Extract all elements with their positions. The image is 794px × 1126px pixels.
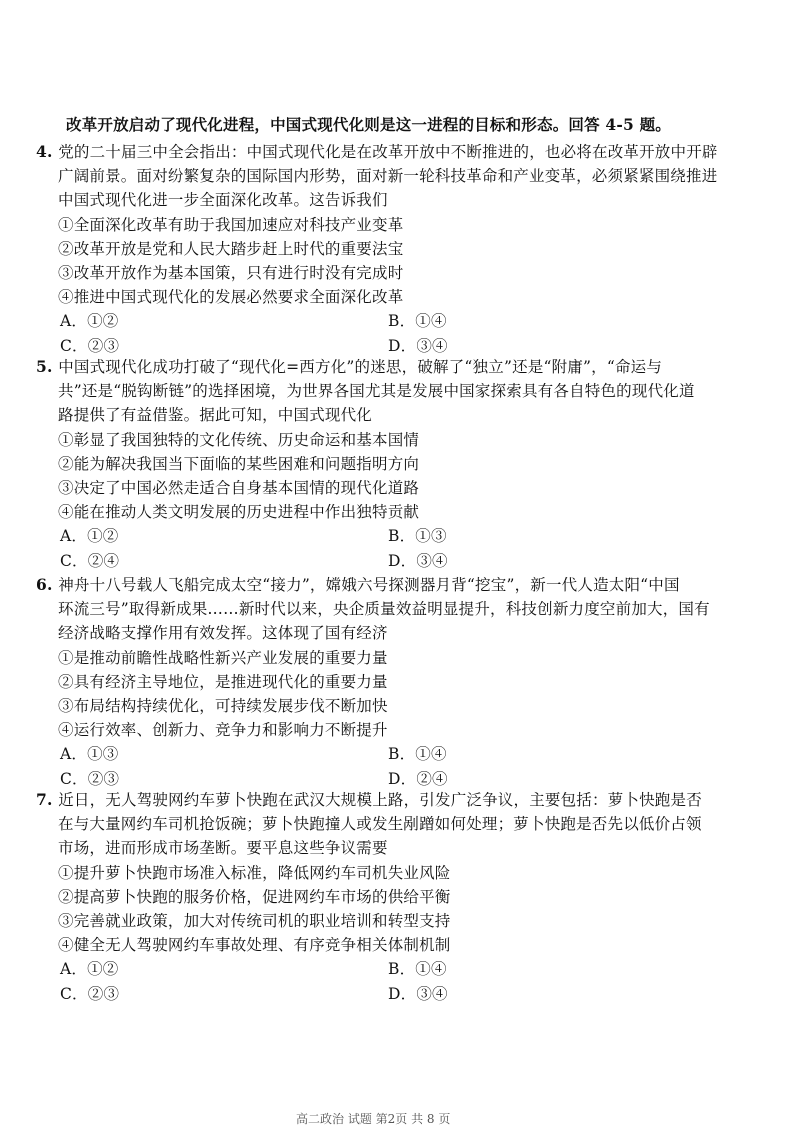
answer-option[interactable]: D．③④ [388,336,448,355]
statement-item: ②改革开放是党和人民大踏步赶上时代的重要法宝 [58,239,404,258]
question-stem-text: 环流三号”取得新成果……新时代以来，央企质量效益明显提升，科技创新力度空前加大，国有 [58,600,710,619]
question-stem-text: 党的二十届三中全会指出：中国式现代化是在改革开放中不断推进的，也必将在改革开放中开辟 [58,143,718,161]
statement-item: ②提高萝卜快跑的服务价格，促进网约车市场的供给平衡 [58,887,451,906]
question-stem-line [58,188,388,212]
question-stem-text: 在与大量网约车司机抢饭碗；萝卜快跑撞人或发生剐蹭如何处理；萝卜快跑是否先以低价占领 [58,815,702,834]
question-stem-line [36,355,662,379]
question-stem-text: 市场，进而形成市场垄断。要平息这些争议需要 [58,839,388,858]
passage-intro: 改革开放启动了现代化进程，中国式现代化则是这一进程的目标和形态。回答 4-5 题。 [66,115,671,134]
statement-item: ④运行效率、创新力、竞争力和影响力不断提升 [58,721,388,740]
answer-option[interactable]: C．②③ [60,336,120,355]
question-stem-text: 近日，无人驾驶网约车萝卜快跑在武汉大规模上路，引发广泛争议，主要包括：萝卜快跑是否 [58,791,702,809]
answer-option[interactable]: D．③④ [388,984,448,1003]
page-footer: 高二政治 试题 第2页 共 8 页 [296,1112,451,1126]
answer-option[interactable]: A．①② [60,527,119,546]
question-stem-line [58,621,388,645]
question-stem-text: 神舟十八号载人飞船完成太空“接力”，嫦娥六号探测器月背“挖宝”，新一代人造太阳“中国 [58,576,680,594]
question-stem-line [58,164,717,188]
question-stem-text: 经济战略支撑作用有效发挥。这体现了国有经济 [58,624,388,643]
statement-item: ③布局结构持续优化，可持续发展步伐不断加快 [58,697,388,715]
question-stem-line [58,379,695,403]
question-stem-line [58,836,388,860]
question-number: 4. [36,142,59,161]
statement-item: ③改革开放作为基本国策，只有进行时没有完成时 [58,264,404,282]
answer-option[interactable]: A．①③ [60,745,119,764]
answer-option[interactable]: A．①② [60,960,119,979]
question-number: 7. [36,790,59,809]
question-number: 5. [36,357,59,376]
answer-option[interactable]: B．①④ [388,960,447,979]
answer-option[interactable]: C．②④ [60,551,120,570]
question-stem-text: 广阔前景。面对纷繁复杂的国际国内形势，面对新一轮科技革命和产业变革，必须紧紧围绕推进 [58,167,718,186]
question-stem-text: 中国式现代化成功打破了“现代化=西方化”的迷思，破解了“独立”还是“附庸”，“命运与 [58,358,663,376]
statement-item: ③决定了中国必然走适合自身基本国情的现代化道路 [58,479,420,497]
statement-item: ④能在推动人类文明发展的历史进程中作出独特贡献 [58,503,420,522]
question-stem-line [58,812,702,836]
answer-option[interactable]: D．②④ [388,769,448,788]
answer-option[interactable]: B．①③ [388,527,447,546]
question-stem-line [58,403,372,427]
statement-item: ①彰显了我国独特的文化传统、历史命运和基本国情 [58,430,420,449]
answer-option[interactable]: B．①④ [388,745,447,764]
question-stem-text: 路提供了有益借鉴。据此可知，中国式现代化 [58,406,373,425]
answer-option[interactable]: B．①④ [388,312,447,331]
question-stem-text: 共”还是“脱钩断链”的选择困境，为世界各国尤其是发展中国家探索具有各自特色的现代化道 [58,382,695,401]
question-stem-line [36,788,702,812]
question-stem-text: 中国式现代化进一步全面深化改革。这告诉我们 [58,191,388,210]
statement-item: ①提升萝卜快跑市场准入标准，降低网约车司机失业风险 [58,863,451,882]
question-number: 6. [36,575,59,594]
answer-option[interactable]: C．②③ [60,769,120,788]
statement-item: ②能为解决我国当下面临的某些困难和问题指明方向 [58,454,420,473]
statement-item: ②具有经济主导地位，是推进现代化的重要力量 [58,672,388,691]
statement-item: ③完善就业政策，加大对传统司机的职业培训和转型支持 [58,912,451,930]
statement-item: ④健全无人驾驶网约车事故处理、有序竞争相关体制机制 [58,936,451,955]
answer-option[interactable]: C．②③ [60,984,120,1003]
answer-option[interactable]: A．①② [60,312,119,331]
statement-item: ①全面深化改革有助于我国加速应对科技产业变革 [58,215,404,234]
answer-option[interactable]: D．③④ [388,551,448,570]
question-stem-line [58,597,710,621]
statement-item: ①是推动前瞻性战略性新兴产业发展的重要力量 [58,648,388,667]
question-stem-line [36,573,680,597]
question-stem-line [36,140,718,164]
statement-item: ④推进中国式现代化的发展必然要求全面深化改革 [58,288,404,307]
